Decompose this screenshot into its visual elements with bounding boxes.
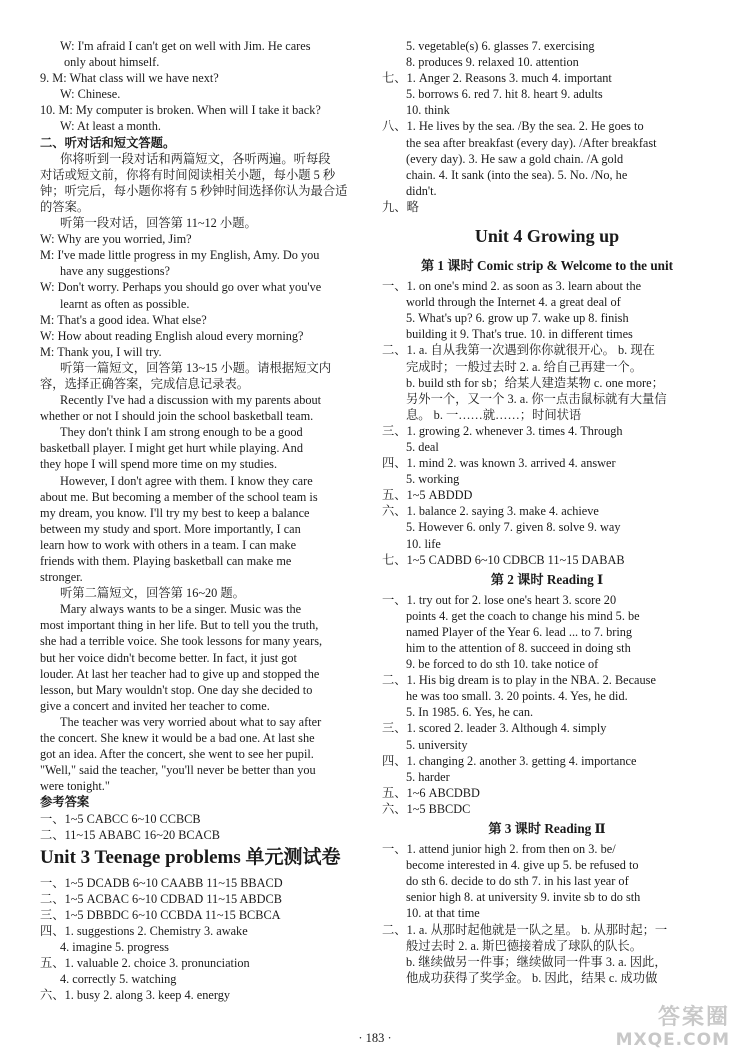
text-line: 七、1~5 CADBD 6~10 CDBCB 11~15 DABAB	[382, 552, 625, 567]
text-line: give a concert and invited her teacher to come.	[40, 698, 270, 713]
text-line: the sea after breakfast (every day). /After breakfast	[406, 135, 657, 150]
text-line: 5. deal	[406, 439, 439, 454]
text-line: chain. 4. It sank (into the sea). 5. No. /No, he	[406, 167, 628, 182]
text-line: have any suggestions?	[60, 264, 170, 279]
text-line: Mary always wants to be a singer. Music was the	[60, 602, 302, 617]
text-line: M: That's a good idea. What else?	[40, 312, 207, 327]
lesson2-title: 第 2 课时 Reading Ⅰ	[490, 571, 604, 587]
text-line: 五、1~5 ABDDD	[382, 488, 473, 503]
text-line: him to the attention of 8. succeed in doing sth	[406, 641, 631, 655]
text-line: they hope I will spend more time on my studies.	[40, 457, 278, 472]
text-line: 你将听到一段对话和两篇短文，各听两遍。听每段	[60, 151, 331, 166]
text-line: 的答案。	[40, 199, 90, 214]
text-line: 七、1. Anger 2. Reasons 3. much 4. important	[382, 71, 612, 86]
text-line: 二、1~5 ACBAC 6~10 CDBAD 11~15 ABDCB	[40, 891, 282, 906]
text-line: 三、1. scored 2. leader 3. Although 4. simply	[382, 721, 607, 736]
text-line: M: I've made little progress in my English, Amy. Do you	[40, 248, 320, 263]
text-line: lesson, but Mary wouldn't stop. One day she decided to	[40, 682, 313, 697]
text-line: 5. university	[406, 737, 468, 752]
text-line: Recently I've had a discussion with my parents about	[60, 393, 322, 408]
right-column	[382, 38, 712, 986]
text-line: 10. at that time	[406, 906, 480, 921]
unit3-answers	[40, 875, 352, 1004]
text-line: 二、1. a. 自从我第一次遇到你你就很开心。 b. 现在	[382, 343, 655, 358]
right-top-answers	[382, 38, 712, 215]
text-line: W: How about reading English aloud every morning?	[40, 328, 304, 343]
text-line: only about himself.	[64, 55, 160, 70]
text-line: 听第一篇短文，回答第 13~15 小题。请根据短文内	[60, 360, 332, 375]
text-line: he was too small. 3. 20 points. 4. Yes, he did.	[406, 689, 628, 704]
text-line: 听第二篇短文，回答第 16~20 题。	[60, 586, 245, 601]
text-line: 六、1. balance 2. saying 3. make 4. achieve	[382, 504, 599, 519]
text-line: most important thing in her life. But to tell you the truth,	[40, 618, 319, 633]
text-line: However, I don't agree with them. I know they care	[60, 473, 313, 488]
text-line: 5. In 1985. 6. Yes, he can.	[406, 705, 534, 720]
text-line: b. 继续做另一件事；继续做同一件事 3. a. 因此，	[406, 954, 667, 969]
text-line: 二、听对话和短文答题。	[40, 135, 176, 150]
lesson3-title: 第 3 课时 Reading Ⅱ	[488, 821, 606, 837]
text-line: got an idea. After the concert, she went to see her pupil.	[40, 747, 314, 762]
text-line: do sth 6. decide to do sth 7. in his last year of	[406, 874, 629, 889]
text-line: b. build sth for sb；给某人建造某物 c. one more；	[406, 375, 664, 390]
text-line: "Well," said the teacher, "you'll never be better than you	[40, 763, 316, 778]
text-line: louder. At last her teacher had to give up and stopped the	[40, 666, 320, 681]
text-line: 5. vegetable(s) 6. glasses 7. exercising	[406, 39, 595, 53]
text-line: 完成时；一般过去时 2. a. 给自己再建一个。	[406, 359, 643, 374]
text-line: didn't.	[406, 183, 437, 198]
text-line: but her voice didn't become better. In fact, it just got	[40, 650, 297, 665]
text-line: 10. think	[406, 103, 450, 118]
watermark-logo	[570, 1007, 730, 1057]
watermark-bottom-text: MXQE.COM	[615, 1030, 730, 1050]
text-line: were tonight."	[40, 779, 110, 794]
text-line: 二、1. a. 从那时起他就是一队之星。 b. 从那时起；一	[382, 922, 668, 937]
text-line: 5. working	[406, 472, 460, 487]
text-line: 一、1~5 CABCC 6~10 CCBCB	[40, 811, 201, 826]
text-line: 一、1. on one's mind 2. as soon as 3. learn about the	[382, 279, 642, 294]
text-line: named Player of the Year 6. lead ... to 7. bring	[406, 624, 633, 639]
text-line: They don't think I am strong enough to be a good	[60, 425, 303, 440]
text-line: learn how to work with others in a team. I can make	[40, 537, 297, 552]
text-line: 他成功获得了奖学金。 b. 因此，结果 c. 成功做	[406, 970, 658, 985]
text-line: 九、略	[382, 199, 419, 214]
text-line: 四、1. changing 2. another 3. getting 4. importance	[382, 753, 637, 768]
text-line: 六、1. busy 2. along 3. keep 4. energy	[40, 988, 231, 1003]
text-line: between my study and sport. More importantly, I can	[40, 521, 301, 536]
lesson1-answers	[382, 278, 712, 568]
text-line: 5. harder	[406, 769, 450, 784]
left-column	[40, 38, 352, 1003]
text-line: my dream, you know. I'll try my best to keep a balance	[40, 505, 310, 520]
text-line: whether or not I should join the school basketball team.	[40, 409, 314, 424]
text-line: points 4. get the coach to change his mind 5. be	[406, 608, 640, 623]
page-number: · 183 ·	[358, 1031, 392, 1045]
lesson2-answers	[382, 592, 712, 817]
unit3-title: Unit 3 Teenage problems 单元测试卷	[40, 846, 341, 868]
text-line: 容，选择正确答案，完成信息记录表。	[40, 376, 250, 391]
text-line: 一、1~5 DCADB 6~10 CAABB 11~15 BBACD	[40, 875, 283, 890]
text-line: senior high 8. at university 9. invite sb to do sth	[406, 890, 641, 905]
text-line: 另外一个，又一个 3. a. 你一点击鼠标就有大量信	[406, 391, 667, 406]
text-line: 对话或短文前，你将有时间阅读相关小题，每小题 5 秒	[40, 167, 336, 182]
text-line: 一、1. try out for 2. lose one's heart 3. score 20	[382, 592, 617, 607]
text-line: 5. However 6. only 7. given 8. solve 9. way	[406, 520, 621, 535]
text-line: 八、1. He lives by the sea. /By the sea. 2. He goes to	[382, 119, 644, 134]
text-line: W: Why are you worried, Jim?	[40, 232, 192, 247]
text-line: 9. M: What class will we have next?	[40, 71, 219, 86]
text-line: 听第一段对话，回答第 11~12 小题。	[60, 216, 257, 231]
text-line: learnt as often as possible.	[60, 296, 190, 311]
text-line: 9. be forced to do sth 10. take notice of	[406, 657, 599, 672]
text-line: 六、1~5 BBCDC	[382, 801, 471, 816]
lesson1-title: 第 1 课时 Comic strip & Welcome to the unit	[420, 258, 674, 274]
text-line: 5. borrows 6. red 7. hit 8. heart 9. adults	[406, 87, 603, 102]
text-line: basketball player. I might get hurt while playing. And	[40, 441, 303, 456]
text-line: stronger.	[40, 570, 83, 585]
text-line: 四、1. suggestions 2. Chemistry 3. awake	[40, 923, 248, 938]
text-line: 参考答案	[40, 795, 90, 810]
text-line: building it 9. That's true. 10. in different times	[406, 327, 633, 342]
text-line: 二、11~15 ABABC 16~20 BCACB	[40, 827, 220, 842]
lesson3-answers	[382, 841, 712, 986]
text-line: (every day). 3. He saw a gold chain. /A gold	[406, 151, 624, 166]
text-line: 8. produces 9. relaxed 10. attention	[406, 55, 579, 70]
left-answer-text	[40, 38, 352, 843]
text-line: M: Thank you, I will try.	[40, 344, 162, 359]
watermark-top-text: 答案圈	[657, 1005, 730, 1030]
text-line: become interested in 4. give up 5. be refused to	[406, 858, 639, 873]
text-line: 4. imagine 5. progress	[60, 940, 169, 955]
unit4-title: Unit 4 Growing up	[474, 226, 620, 247]
text-line: W: At least a month.	[60, 119, 161, 134]
text-line: the concert. She knew it would be a bad one. At last she	[40, 731, 315, 746]
text-line: 五、1~6 ABCDBD	[382, 785, 480, 800]
text-line: she had a terrible voice. She took lessons for many years,	[40, 634, 323, 649]
text-line: 4. correctly 5. watching	[60, 972, 177, 987]
text-line: W: Chinese.	[60, 87, 121, 102]
text-line: 5. What's up? 6. grow up 7. wake up 8. finish	[406, 311, 629, 326]
text-line: 四、1. mind 2. was known 3. arrived 4. answer	[382, 456, 616, 471]
text-line: W: I'm afraid I can't get on well with Jim. He cares	[60, 39, 311, 53]
text-line: about me. But becoming a member of the school team is	[40, 489, 318, 504]
text-line: 息。 b. 一……就……；时间状语	[406, 407, 582, 422]
text-line: 般过去时 2. a. 斯巴德接着成了球队的队长。	[406, 938, 643, 953]
text-line: 二、1. His big dream is to play in the NBA. 2. Because	[382, 673, 656, 688]
text-line: 三、1~5 DBBDC 6~10 CCBDA 11~15 BCBCA	[40, 907, 281, 922]
text-line: 10. M: My computer is broken. When will I take it back?	[40, 103, 321, 118]
text-line: 一、1. attend junior high 2. from then on 3. be/	[382, 842, 616, 857]
text-line: 钟；听完后，每小题你将有 5 秒钟时间选择你认为最合适	[40, 183, 348, 198]
text-line: 三、1. growing 2. whenever 3. times 4. Through	[382, 423, 623, 438]
text-line: The teacher was very worried about what to say after	[60, 714, 322, 729]
text-line: 10. life	[406, 536, 441, 551]
text-line: world through the Internet 4. a great deal of	[406, 295, 621, 310]
text-line: friends with them. Playing basketball can make me	[40, 554, 292, 568]
text-line: W: Don't worry. Perhaps you should go over what you've	[40, 280, 322, 295]
text-line: 五、1. valuable 2. choice 3. pronunciation	[40, 956, 250, 971]
